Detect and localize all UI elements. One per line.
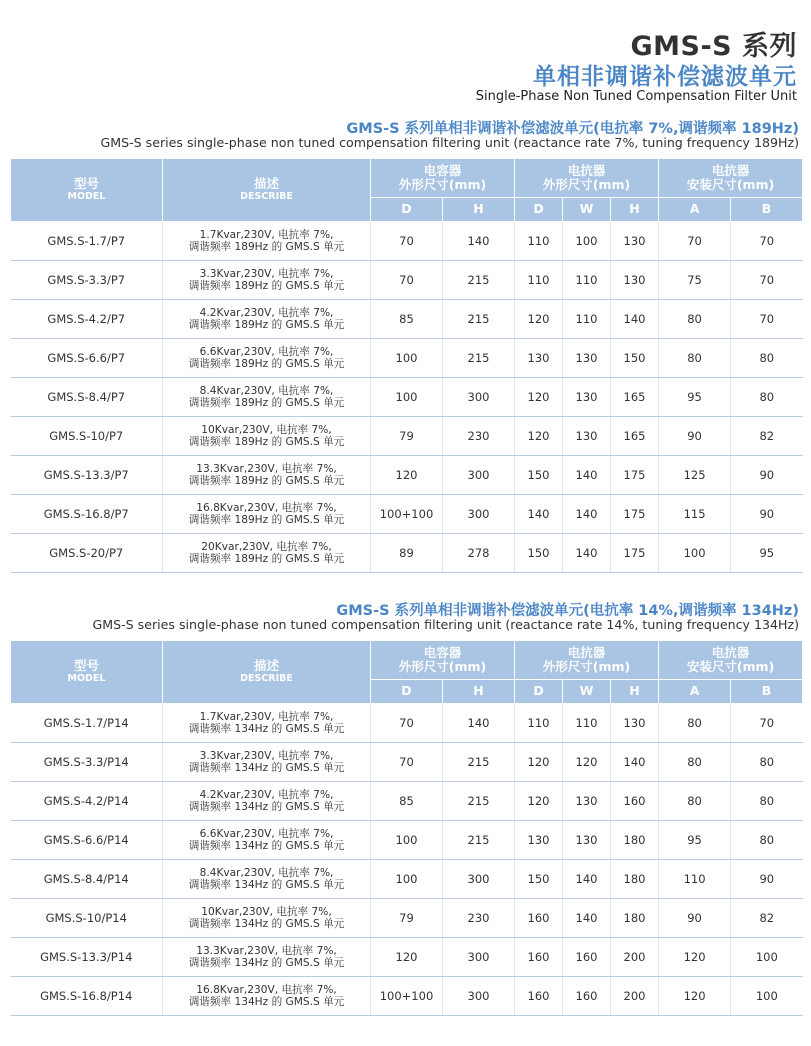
cell-cap-h: 215 (443, 261, 515, 300)
cell-describe (163, 860, 371, 899)
header-reac-h: H (611, 680, 659, 704)
cell-describe-line2: 调谐频率 134Hz 的 GMS.S 单元 (188, 879, 345, 891)
cell-cap-d: 100 (371, 860, 443, 899)
cell-reac-h: 140 (611, 300, 659, 339)
header-reactor (515, 641, 659, 680)
header-describe (163, 641, 371, 704)
cell-mount-a: 95 (659, 378, 731, 417)
cell-reac-h: 150 (611, 339, 659, 378)
cell-model: GMS.S-10/P7 (11, 417, 163, 456)
cell-reac-w: 130 (563, 339, 611, 378)
cell-reac-w: 130 (563, 378, 611, 417)
table-row (11, 378, 803, 417)
cell-describe (163, 222, 371, 261)
page-title: GMS-S 系列 (630, 31, 797, 62)
cell-mount-a: 90 (659, 417, 731, 456)
cell-describe (163, 261, 371, 300)
cell-reac-h: 140 (611, 743, 659, 782)
cell-describe (163, 743, 371, 782)
header-capacitor (371, 641, 515, 680)
table-row (11, 704, 803, 743)
cell-model: GMS.S-20/P7 (11, 534, 163, 573)
cell-mount-a: 80 (659, 782, 731, 821)
header-cap-d: D (371, 680, 443, 704)
cell-cap-d: 85 (371, 300, 443, 339)
cell-cap-d: 100+100 (371, 495, 443, 534)
cell-cap-h: 215 (443, 821, 515, 860)
cell-mount-a: 80 (659, 704, 731, 743)
cell-describe-line1: 3.3Kvar,230V, 电抗率 7%, (199, 749, 334, 762)
cell-reac-d: 130 (515, 339, 563, 378)
header-reac-h: H (611, 198, 659, 222)
cell-mount-b: 70 (731, 222, 803, 261)
table-row (11, 300, 803, 339)
cell-model: GMS.S-3.3/P14 (11, 743, 163, 782)
cell-reac-h: 175 (611, 495, 659, 534)
cell-mount-b: 80 (731, 821, 803, 860)
cell-mount-a: 120 (659, 977, 731, 1016)
cell-describe-line2: 调谐频率 189Hz 的 GMS.S 单元 (188, 436, 345, 448)
spec-table (10, 640, 803, 1016)
cell-reac-h: 200 (611, 977, 659, 1016)
cell-cap-h: 230 (443, 899, 515, 938)
cell-cap-h: 300 (443, 495, 515, 534)
cell-describe (163, 821, 371, 860)
cell-reac-w: 110 (563, 261, 611, 300)
cell-mount-a: 100 (659, 534, 731, 573)
cell-reac-h: 180 (611, 899, 659, 938)
cell-reac-d: 150 (515, 534, 563, 573)
cell-mount-a: 115 (659, 495, 731, 534)
header-reactor-line2: 外形尺寸(mm) (542, 659, 631, 674)
cell-reac-d: 110 (515, 704, 563, 743)
cell-reac-d: 140 (515, 495, 563, 534)
header-model (11, 641, 163, 704)
header-mount-b: B (731, 680, 803, 704)
cell-describe-line1: 8.4Kvar,230V, 电抗率 7%, (199, 384, 334, 397)
cell-mount-b: 95 (731, 534, 803, 573)
cell-cap-h: 278 (443, 534, 515, 573)
header-reac-d: D (515, 198, 563, 222)
header-model-cn: 型号 (73, 658, 99, 674)
cell-mount-a: 95 (659, 821, 731, 860)
cell-mount-a: 75 (659, 261, 731, 300)
cell-reac-w: 100 (563, 222, 611, 261)
spec-table (10, 158, 803, 573)
cell-describe-line1: 8.4Kvar,230V, 电抗率 7%, (199, 866, 334, 879)
cell-reac-w: 140 (563, 456, 611, 495)
cell-mount-b: 80 (731, 339, 803, 378)
cell-cap-d: 120 (371, 456, 443, 495)
cell-model: GMS.S-10/P14 (11, 899, 163, 938)
header-mounting-line1: 电抗器 (711, 162, 750, 178)
cell-describe-line1: 13.3Kvar,230V, 电抗率 7%, (196, 462, 337, 475)
cell-reac-w: 110 (563, 704, 611, 743)
cell-cap-d: 70 (371, 743, 443, 782)
cell-cap-h: 215 (443, 300, 515, 339)
cell-cap-h: 215 (443, 782, 515, 821)
cell-describe (163, 339, 371, 378)
cell-model: GMS.S-13.3/P14 (11, 938, 163, 977)
cell-describe (163, 495, 371, 534)
cell-model: GMS.S-1.7/P14 (11, 704, 163, 743)
cell-cap-d: 120 (371, 938, 443, 977)
cell-describe (163, 977, 371, 1016)
table-row (11, 860, 803, 899)
cell-mount-a: 125 (659, 456, 731, 495)
header-mounting (659, 159, 803, 198)
header-mounting-line1: 电抗器 (711, 644, 750, 660)
cell-describe-line2: 调谐频率 134Hz 的 GMS.S 单元 (188, 840, 345, 852)
cell-mount-b: 82 (731, 417, 803, 456)
cell-describe-line1: 16.8Kvar,230V, 电抗率 7%, (196, 983, 337, 996)
header-mounting-line2: 安装尺寸(mm) (686, 177, 775, 192)
cell-mount-a: 80 (659, 300, 731, 339)
cell-describe-line1: 3.3Kvar,230V, 电抗率 7%, (199, 267, 334, 280)
section-title-cn: GMS-S 系列单相非调谐补偿滤波单元(电抗率 14%,调谐频率 134Hz) (336, 603, 799, 619)
cell-describe (163, 534, 371, 573)
cell-cap-h: 215 (443, 339, 515, 378)
table-row (11, 938, 803, 977)
cell-cap-h: 300 (443, 456, 515, 495)
cell-reac-w: 130 (563, 821, 611, 860)
cell-reac-w: 140 (563, 899, 611, 938)
cell-mount-b: 82 (731, 899, 803, 938)
header-mounting-line2: 安装尺寸(mm) (686, 659, 775, 674)
cell-reac-h: 165 (611, 378, 659, 417)
cell-describe-line1: 4.2Kvar,230V, 电抗率 7%, (199, 788, 334, 801)
cell-cap-h: 230 (443, 417, 515, 456)
cell-describe-line2: 调谐频率 189Hz 的 GMS.S 单元 (188, 397, 345, 409)
cell-describe-line1: 6.6Kvar,230V, 电抗率 7%, (199, 345, 334, 358)
cell-reac-d: 110 (515, 261, 563, 300)
cell-reac-w: 160 (563, 977, 611, 1016)
cell-describe (163, 938, 371, 977)
cell-mount-b: 80 (731, 782, 803, 821)
header-cap-h: H (443, 198, 515, 222)
cell-reac-w: 160 (563, 938, 611, 977)
cell-reac-d: 110 (515, 222, 563, 261)
cell-describe (163, 378, 371, 417)
cell-describe-line2: 调谐频率 189Hz 的 GMS.S 单元 (188, 319, 345, 331)
cell-reac-w: 120 (563, 743, 611, 782)
cell-describe-line2: 调谐频率 134Hz 的 GMS.S 单元 (188, 723, 345, 735)
header-capacitor-line1: 电容器 (423, 162, 462, 178)
table-row (11, 456, 803, 495)
cell-describe (163, 782, 371, 821)
cell-describe-line2: 调谐频率 134Hz 的 GMS.S 单元 (188, 762, 345, 774)
cell-cap-d: 70 (371, 261, 443, 300)
cell-describe-line1: 1.7Kvar,230V, 电抗率 7%, (199, 710, 334, 723)
cell-model: GMS.S-16.8/P7 (11, 495, 163, 534)
cell-describe-line2: 调谐频率 189Hz 的 GMS.S 单元 (188, 358, 345, 370)
cell-mount-b: 70 (731, 261, 803, 300)
cell-describe (163, 456, 371, 495)
header-mount-b: B (731, 198, 803, 222)
cell-mount-a: 90 (659, 899, 731, 938)
header-reac-w: W (563, 680, 611, 704)
cell-reac-d: 120 (515, 378, 563, 417)
header-reactor-line1: 电抗器 (567, 162, 606, 178)
cell-mount-a: 70 (659, 222, 731, 261)
cell-reac-w: 140 (563, 534, 611, 573)
cell-cap-h: 300 (443, 860, 515, 899)
header-capacitor-line2: 外形尺寸(mm) (398, 659, 487, 674)
header-reac-d: D (515, 680, 563, 704)
cell-reac-d: 160 (515, 899, 563, 938)
header-capacitor-line1: 电容器 (423, 644, 462, 660)
cell-reac-h: 130 (611, 222, 659, 261)
cell-cap-d: 79 (371, 417, 443, 456)
header-capacitor (371, 159, 515, 198)
cell-cap-d: 79 (371, 899, 443, 938)
cell-reac-w: 140 (563, 860, 611, 899)
cell-cap-d: 85 (371, 782, 443, 821)
cell-cap-h: 140 (443, 704, 515, 743)
cell-reac-d: 120 (515, 417, 563, 456)
cell-describe-line2: 调谐频率 134Hz 的 GMS.S 单元 (188, 957, 345, 969)
cell-describe (163, 300, 371, 339)
cell-reac-w: 130 (563, 782, 611, 821)
cell-describe (163, 417, 371, 456)
header-reac-w: W (563, 198, 611, 222)
section-title-en: GMS-S series single-phase non tuned compensation filtering unit (reactance rate 7%, tuning frequency 189Hz) (100, 135, 799, 150)
cell-mount-b: 100 (731, 938, 803, 977)
cell-describe-line2: 调谐频率 134Hz 的 GMS.S 单元 (188, 996, 345, 1008)
cell-describe-line2: 调谐频率 134Hz 的 GMS.S 单元 (188, 918, 345, 930)
cell-cap-h: 300 (443, 977, 515, 1016)
cell-model: GMS.S-6.6/P14 (11, 821, 163, 860)
cell-reac-d: 120 (515, 743, 563, 782)
cell-describe-line1: 6.6Kvar,230V, 电抗率 7%, (199, 827, 334, 840)
cell-reac-h: 180 (611, 860, 659, 899)
header-describe-cn: 描述 (253, 176, 279, 192)
cell-cap-h: 300 (443, 378, 515, 417)
header-reactor (515, 159, 659, 198)
cell-describe-line2: 调谐频率 189Hz 的 GMS.S 单元 (188, 553, 345, 565)
header-cap-h: H (443, 680, 515, 704)
cell-describe-line1: 10Kvar,230V, 电抗率 7%, (201, 423, 332, 436)
cell-reac-d: 150 (515, 860, 563, 899)
cell-cap-d: 100+100 (371, 977, 443, 1016)
cell-describe-line1: 1.7Kvar,230V, 电抗率 7%, (199, 228, 334, 241)
page-subtitle-cn: 单相非调谐补偿滤波单元 (533, 64, 797, 90)
cell-mount-b: 100 (731, 977, 803, 1016)
cell-describe-line2: 调谐频率 189Hz 的 GMS.S 单元 (188, 514, 345, 526)
cell-mount-b: 90 (731, 456, 803, 495)
header-model-en: MODEL (67, 672, 106, 684)
header-model-en: MODEL (67, 190, 106, 202)
cell-model: GMS.S-4.2/P7 (11, 300, 163, 339)
cell-reac-h: 175 (611, 456, 659, 495)
cell-reac-d: 120 (515, 782, 563, 821)
table-row (11, 821, 803, 860)
cell-reac-h: 200 (611, 938, 659, 977)
cell-cap-d: 89 (371, 534, 443, 573)
table-row (11, 339, 803, 378)
cell-model: GMS.S-6.6/P7 (11, 339, 163, 378)
cell-describe-line1: 13.3Kvar,230V, 电抗率 7%, (196, 944, 337, 957)
cell-cap-d: 100 (371, 378, 443, 417)
cell-mount-b: 70 (731, 704, 803, 743)
table-row (11, 417, 803, 456)
cell-cap-d: 70 (371, 704, 443, 743)
header-reactor-line1: 电抗器 (567, 644, 606, 660)
table-row (11, 222, 803, 261)
cell-describe-line2: 调谐频率 134Hz 的 GMS.S 单元 (188, 801, 345, 813)
cell-mount-a: 80 (659, 743, 731, 782)
cell-describe (163, 704, 371, 743)
table-row (11, 534, 803, 573)
header-cap-d: D (371, 198, 443, 222)
cell-mount-b: 90 (731, 495, 803, 534)
cell-reac-w: 110 (563, 300, 611, 339)
cell-cap-d: 100 (371, 339, 443, 378)
cell-describe (163, 899, 371, 938)
header-mounting (659, 641, 803, 680)
header-describe-cn: 描述 (253, 658, 279, 674)
cell-model: GMS.S-13.3/P7 (11, 456, 163, 495)
cell-model: GMS.S-1.7/P7 (11, 222, 163, 261)
cell-cap-h: 140 (443, 222, 515, 261)
page-subtitle-en: Single-Phase Non Tuned Compensation Filter Unit (475, 89, 797, 104)
section-title-en: GMS-S series single-phase non tuned compensation filtering unit (reactance rate 14%, tuning frequency 134Hz) (92, 617, 799, 632)
cell-describe-line2: 调谐频率 189Hz 的 GMS.S 单元 (188, 475, 345, 487)
cell-cap-d: 100 (371, 821, 443, 860)
cell-cap-h: 300 (443, 938, 515, 977)
cell-reac-h: 180 (611, 821, 659, 860)
cell-reac-d: 160 (515, 977, 563, 1016)
cell-mount-a: 80 (659, 339, 731, 378)
table-row (11, 261, 803, 300)
header-describe-en: DESCRIBE (240, 190, 293, 202)
header-mount-a: A (659, 680, 731, 704)
cell-cap-d: 70 (371, 222, 443, 261)
table-row (11, 782, 803, 821)
cell-mount-a: 110 (659, 860, 731, 899)
header-describe-en: DESCRIBE (240, 672, 293, 684)
header-model-cn: 型号 (73, 176, 99, 192)
cell-describe-line2: 调谐频率 189Hz 的 GMS.S 单元 (188, 280, 345, 292)
header-reactor-line2: 外形尺寸(mm) (542, 177, 631, 192)
cell-reac-d: 120 (515, 300, 563, 339)
cell-model: GMS.S-8.4/P14 (11, 860, 163, 899)
table-row (11, 977, 803, 1016)
cell-reac-h: 175 (611, 534, 659, 573)
cell-reac-h: 160 (611, 782, 659, 821)
table-row (11, 743, 803, 782)
cell-describe-line1: 4.2Kvar,230V, 电抗率 7%, (199, 306, 334, 319)
cell-describe-line1: 16.8Kvar,230V, 电抗率 7%, (196, 501, 337, 514)
cell-model: GMS.S-4.2/P14 (11, 782, 163, 821)
cell-describe-line2: 调谐频率 189Hz 的 GMS.S 单元 (188, 241, 345, 253)
cell-mount-a: 120 (659, 938, 731, 977)
cell-reac-h: 130 (611, 704, 659, 743)
cell-mount-b: 70 (731, 300, 803, 339)
cell-reac-d: 150 (515, 456, 563, 495)
cell-model: GMS.S-3.3/P7 (11, 261, 163, 300)
cell-reac-h: 130 (611, 261, 659, 300)
cell-mount-b: 80 (731, 378, 803, 417)
table-row (11, 495, 803, 534)
cell-reac-d: 160 (515, 938, 563, 977)
cell-reac-d: 130 (515, 821, 563, 860)
cell-model: GMS.S-16.8/P14 (11, 977, 163, 1016)
cell-mount-b: 90 (731, 860, 803, 899)
section-title-cn: GMS-S 系列单相非调谐补偿滤波单元(电抗率 7%,调谐频率 189Hz) (346, 121, 799, 137)
cell-cap-h: 215 (443, 743, 515, 782)
cell-describe-line1: 10Kvar,230V, 电抗率 7%, (201, 905, 332, 918)
header-model (11, 159, 163, 222)
cell-describe-line1: 20Kvar,230V, 电抗率 7%, (201, 540, 332, 553)
cell-mount-b: 80 (731, 743, 803, 782)
header-describe (163, 159, 371, 222)
cell-model: GMS.S-8.4/P7 (11, 378, 163, 417)
table-row (11, 899, 803, 938)
cell-reac-w: 130 (563, 417, 611, 456)
cell-reac-h: 165 (611, 417, 659, 456)
cell-reac-w: 140 (563, 495, 611, 534)
header-mount-a: A (659, 198, 731, 222)
header-capacitor-line2: 外形尺寸(mm) (398, 177, 487, 192)
